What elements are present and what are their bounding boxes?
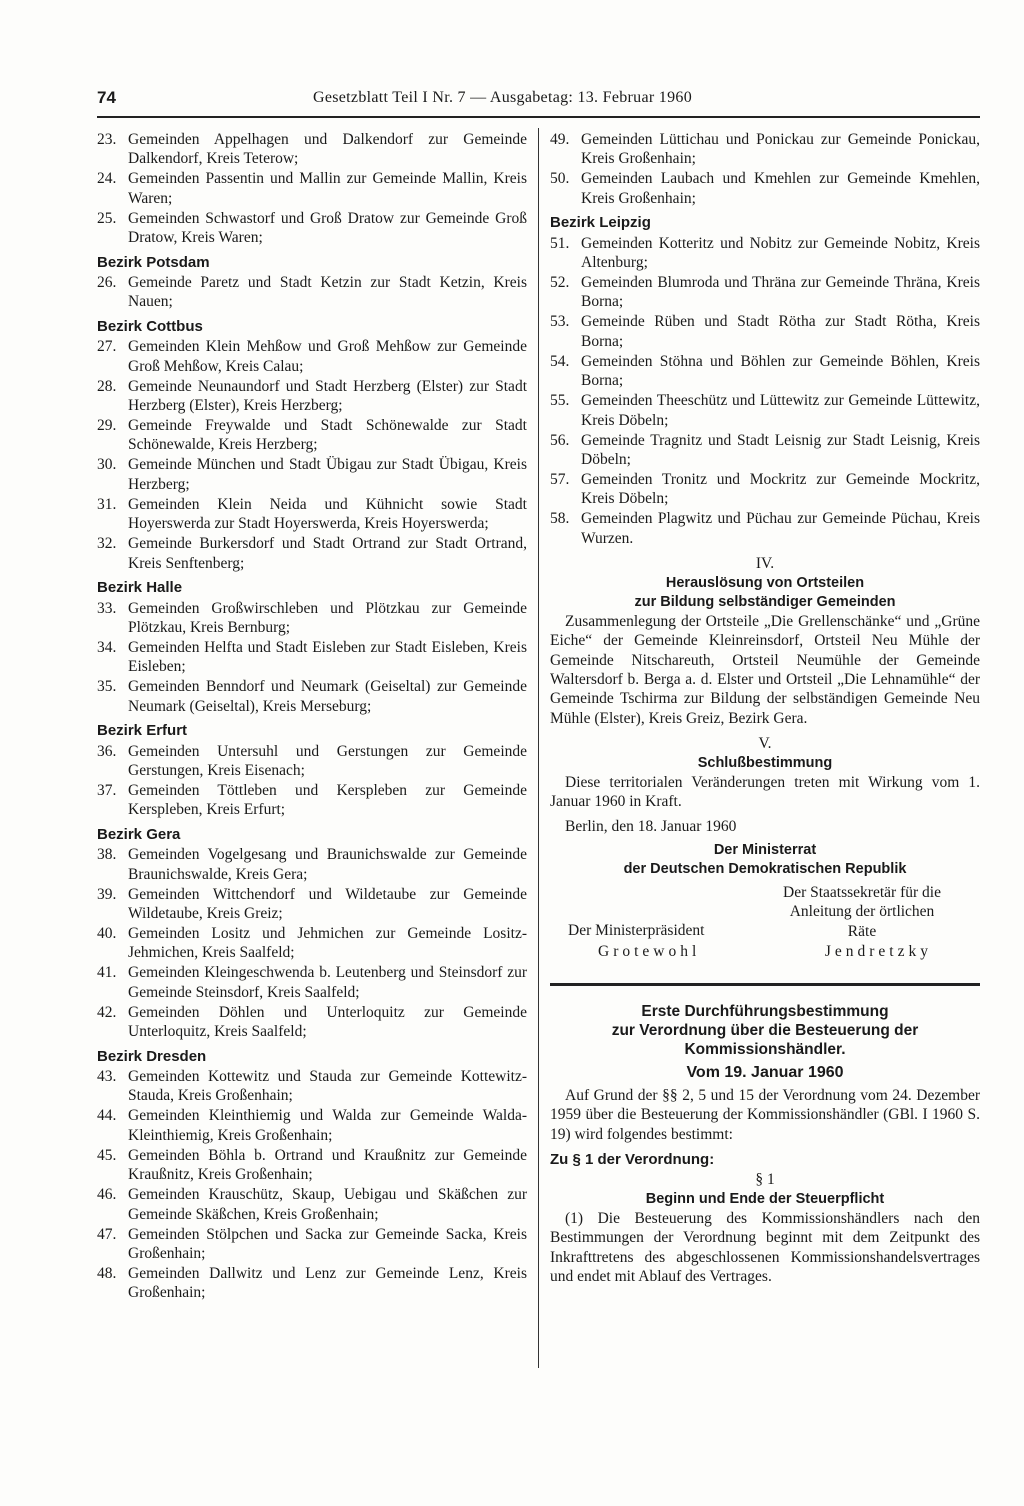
list-item (97, 781, 527, 820)
list-item (97, 742, 527, 781)
list-item (97, 599, 527, 638)
item-number: 29. (97, 417, 117, 435)
item-number: 53. (550, 313, 570, 331)
item-text: Gemeinden Blumroda und Thräna zur Gemeinde Thräna, Kreis Borna; (581, 274, 980, 311)
item-text: Gemeinden Döhlen und Unterloquitz zur Gemeinde Unterloquitz, Kreis Saalfeld; (128, 1003, 527, 1041)
section-number: IV. (755, 555, 775, 573)
entry-list (97, 742, 527, 820)
item-text: Gemeinden Stöhna und Böhlen zur Gemeinde Böhlen, Kreis Borna; (581, 352, 980, 390)
list-item (550, 169, 980, 208)
item-text: Gemeinden Plagwitz und Püchau zur Gemeinde Püchau, Kreis Wurzen. (581, 510, 980, 547)
list-item (97, 377, 527, 416)
item-number: 46. (97, 1186, 117, 1204)
item-number: 33. (97, 599, 117, 617)
item-text: Gemeinde Paretz und Stadt Ketzin zur Stadt Ketzin, Kreis Nauen; (128, 274, 527, 311)
list-item (97, 337, 527, 376)
list-item (97, 1067, 527, 1106)
signatory-name: Jendretzky (824, 942, 932, 960)
item-number: 57. (550, 471, 570, 489)
item-text: Gemeinden Schwastorf und Groß Dratow zur Gemeinde Groß Dratow, Kreis Waren; (128, 209, 527, 247)
entry-list (97, 845, 527, 1041)
item-number: 34. (97, 638, 117, 656)
district-heading: Bezirk Gera (97, 825, 181, 843)
entry-list (97, 337, 527, 573)
regulation-title: Erste Durchführungsbestimmung (641, 1002, 889, 1020)
item-number: 37. (97, 781, 117, 799)
item-text: Gemeinden Krauschütz, Skaup, Uebigau und Skäßchen zur Gemeinde Skäßchen, Kreis Großenhain; (128, 1186, 527, 1223)
district-heading: Bezirk Halle (97, 579, 183, 597)
item-number: 45. (97, 1146, 117, 1164)
item-text: Gemeinden Stölpchen und Sacka zur Gemeinde Sacka, Kreis Großenhain; (128, 1225, 527, 1263)
item-text: Gemeinden Böhla b. Ortrand und Kraußnitz zur Gemeinde Kraußnitz, Kreis Großenhain; (128, 1146, 527, 1184)
item-text: Gemeinde Neunaundorf und Stadt Herzberg (Elster) zur Stadt Herzberg (Elster), Kreis Herzberg; (128, 377, 527, 415)
signatory-title: Der Ministerpräsident (568, 921, 705, 939)
place-date: Berlin, den 18. Januar 1960 (565, 818, 737, 836)
item-text: Gemeinden Theeschütz und Lüttewitz zur Gemeinde Lüttewitz, Kreis Döbeln; (581, 392, 980, 429)
entry-list (97, 130, 527, 248)
item-number: 35. (97, 678, 117, 696)
signatory-title: Der Staatssekretär für die Anleitung der örtlichen Räte (783, 883, 941, 940)
district-heading: Bezirk Cottbus (97, 317, 203, 335)
item-number: 30. (97, 456, 117, 474)
signatory-name: Grotewohl (598, 942, 701, 960)
item-number: 44. (97, 1107, 117, 1125)
list-item (97, 455, 527, 494)
item-text: Gemeinde Rüben und Stadt Rötha zur Stadt Rötha, Kreis Borna; (581, 313, 980, 350)
item-number: 56. (550, 431, 570, 449)
item-number: 27. (97, 338, 117, 356)
section-heading: Herauslösung von Ortsteilen (665, 574, 865, 591)
list-item (97, 963, 527, 1002)
regulation-title: Kommissionshändler. (684, 1040, 846, 1058)
signatory-body: der Deutschen Demokratischen Republik (623, 860, 907, 877)
item-text: Gemeinden Untersuhl und Gerstungen zur Gemeinde Gerstungen, Kreis Eisenach; (128, 742, 527, 779)
item-number: 36. (97, 742, 117, 760)
item-text: Gemeinden Kotteritz und Nobitz zur Gemeinde Nobitz, Kreis Altenburg; (581, 234, 980, 272)
item-number: 47. (97, 1225, 117, 1243)
entry-list (97, 1067, 527, 1303)
item-number: 31. (97, 495, 117, 513)
list-item (97, 1185, 527, 1224)
regulation-title: zur Verordnung über die Besteuerung der (611, 1021, 919, 1039)
list-item (97, 1146, 527, 1185)
item-text: Gemeinden Passentin und Mallin zur Gemeinde Mallin, Kreis Waren; (128, 170, 527, 207)
district-heading: Bezirk Potsdam (97, 253, 210, 271)
regulation-date: Vom 19. Januar 1960 (686, 1063, 844, 1081)
item-number: 25. (97, 209, 117, 227)
item-number: 52. (550, 274, 570, 292)
list-item (97, 1225, 527, 1264)
item-text: Gemeinde München und Stadt Übigau zur Stadt Übigau, Kreis Herzberg; (128, 456, 527, 493)
list-item (97, 1003, 527, 1042)
zu-heading: Zu § 1 der Verordnung: (550, 1150, 715, 1168)
list-item (550, 470, 980, 509)
list-item (550, 273, 980, 312)
item-text: Gemeinde Tragnitz und Stadt Leisnig zur Stadt Leisnig, Kreis Döbeln; (581, 431, 980, 469)
list-item (97, 1106, 527, 1145)
gazette-title: Gesetzblatt Teil I Nr. 7 — Ausgabetag: 13. Februar 1960 (313, 89, 693, 106)
item-text: Gemeinden Kleingeschwenda b. Leutenberg und Steinsdorf zur Gemeinde Steinsdorf, Kreis Saalfeld; (128, 964, 527, 1001)
list-item (97, 273, 527, 312)
district-heading: Bezirk Erfurt (97, 722, 188, 740)
list-item (97, 416, 527, 455)
page-header (97, 88, 980, 118)
section-rule (550, 983, 980, 986)
item-text: Gemeinden Großwirschleben und Plötzkau zur Gemeinde Plötzkau, Kreis Bernburg; (128, 599, 527, 636)
item-number: 43. (97, 1068, 117, 1085)
signatory-body: Der Ministerrat (713, 841, 817, 858)
item-text: Gemeinden Klein Mehßow und Groß Mehßow zur Gemeinde Groß Mehßow, Kreis Calau; (128, 338, 527, 375)
item-text: Gemeinde Burkersdorf und Stadt Ortrand zur Stadt Ortrand, Kreis Senftenberg; (128, 535, 527, 572)
item-text: Gemeinden Kottewitz und Stauda zur Gemeinde Kottewitz-Stauda, Kreis Großenhain; (128, 1068, 527, 1105)
item-text: Gemeinden Klein Neida und Kühnicht sowie Stadt Hoyerswerda zur Stadt Hoyerswerda, Kreis Hoyerswerda; (128, 495, 527, 533)
entry-list (550, 234, 980, 549)
item-text: Gemeinden Töttleben und Kerspleben zur Gemeinde Kerspleben, Kreis Erfurt; (128, 781, 527, 819)
item-number: 40. (97, 924, 117, 942)
item-number: 51. (550, 234, 570, 252)
item-number: 41. (97, 964, 117, 982)
list-item (97, 130, 527, 169)
item-number: 38. (97, 846, 117, 864)
left-column (97, 130, 527, 1303)
paragraph-text: (1) Die Besteuerung des Kommissionshändlers nach den Bestimmungen der Verordnung beginnt mit dem Zeitpunkt des Inkrafttretens des abgeschlossenen Kommissionshandelsvertrages und endet mit Ablauf des Vertrages. (550, 1209, 980, 1285)
list-item (97, 209, 527, 248)
section-body: Zusammenlegung der Ortsteile „Die Grellenschänke“ und „Grüne Eiche“ der Gemeinde Kleinreinsdorf, Ortsteil Neu Mühle der Gemeinde Nitschareuth, Ortsteil Neumühle der Gemeinde Waltersdorf b. Berga a. d. Elster und Ortsteil „Die Lehnamühle“ der Gemeinde Tschirma zur Bildung der selbständigen Gemeinde Neu Mühle (Elster), Kreis Greiz, Bezirk Gera. (550, 612, 980, 727)
list-item (97, 1264, 527, 1303)
item-text: Gemeinden Lositz und Jehmichen zur Gemeinde Lositz-Jehmichen, Kreis Saalfeld; (128, 924, 527, 962)
item-text: Gemeinden Tronitz und Mockritz zur Gemeinde Mockritz, Kreis Döbeln; (581, 471, 980, 508)
signature-block (550, 881, 980, 959)
item-number: 49. (550, 131, 570, 148)
list-item (97, 534, 527, 573)
district-heading: Bezirk Dresden (97, 1047, 207, 1065)
item-text: Gemeinden Vogelgesang und Braunichswalde zur Gemeinde Braunichswalde, Kreis Gera; (128, 846, 527, 883)
item-text: Gemeinden Lüttichau und Ponickau zur Gemeinde Ponickau, Kreis Großenhain; (581, 131, 980, 168)
list-item (550, 509, 980, 548)
list-item (97, 495, 527, 534)
section-number: V. (758, 735, 772, 753)
item-number: 48. (97, 1265, 117, 1283)
list-item (97, 169, 527, 208)
list-item (550, 234, 980, 273)
list-item (97, 885, 527, 924)
list-item (97, 677, 527, 716)
item-number: 23. (97, 131, 117, 148)
section-heading: zur Bildung selbständiger Gemeinden (634, 593, 896, 610)
list-item (97, 845, 527, 884)
item-text: Gemeinden Appelhagen und Dalkendorf zur Gemeinde Dalkendorf, Kreis Teterow; (128, 131, 527, 168)
section-body: Diese territorialen Veränderungen treten mit Wirkung vom 1. Januar 1960 in Kraft. (550, 773, 980, 810)
item-number: 55. (550, 392, 570, 410)
item-number: 58. (550, 510, 570, 528)
item-number: 32. (97, 535, 117, 553)
item-number: 42. (97, 1003, 117, 1021)
regulation-intro: Auf Grund der §§ 2, 5 und 15 der Verordnung vom 24. Dezember 1959 über die Besteuerung der Kommissionshändler (GBl. I 1960 S. 19) wird folgendes bestimmt: (550, 1086, 980, 1143)
page-number: 74 (97, 88, 116, 107)
paragraph-heading: Beginn und Ende der Steuerpflicht (645, 1190, 885, 1207)
district-heading: Bezirk Leipzig (550, 214, 651, 232)
item-number: 50. (550, 170, 570, 188)
item-text: Gemeinden Dallwitz und Lenz zur Gemeinde Lenz, Kreis Großenhain; (128, 1265, 527, 1302)
entry-list (550, 130, 980, 208)
item-number: 39. (97, 885, 117, 903)
list-item (550, 431, 980, 470)
section-heading: Schlußbestimmung (697, 754, 833, 771)
item-text: Gemeinden Helfta und Stadt Eisleben zur Stadt Eisleben, Kreis Eisleben; (128, 638, 527, 676)
list-item (550, 130, 980, 169)
item-number: 24. (97, 170, 117, 188)
item-text: Gemeinden Wittchendorf und Wildetaube zur Gemeinde Wildetaube, Kreis Greiz; (128, 885, 527, 922)
list-item (97, 924, 527, 963)
entry-list (97, 599, 527, 717)
list-item (550, 352, 980, 391)
item-number: 54. (550, 352, 570, 370)
item-number: 26. (97, 274, 117, 292)
list-item (550, 312, 980, 351)
list-item (97, 638, 527, 677)
item-text: Gemeinden Benndorf und Neumark (Geiseltal) zur Gemeinde Neumark (Geiseltal), Kreis Merseburg; (128, 678, 527, 715)
item-text: Gemeinden Kleinthiemig und Walda zur Gemeinde Walda-Kleinthiemig, Kreis Großenhain; (128, 1107, 527, 1144)
paragraph-number: § 1 (755, 1171, 775, 1189)
list-item (550, 391, 980, 430)
item-text: Gemeinden Laubach und Kmehlen zur Gemeinde Kmehlen, Kreis Großenhain; (581, 170, 980, 207)
item-text: Gemeinde Freywalde und Stadt Schönewalde zur Stadt Schönewalde, Kreis Herzberg; (128, 417, 527, 454)
right-column (550, 130, 980, 1286)
entry-list (97, 273, 527, 312)
item-number: 28. (97, 377, 117, 395)
column-divider (538, 128, 539, 1368)
